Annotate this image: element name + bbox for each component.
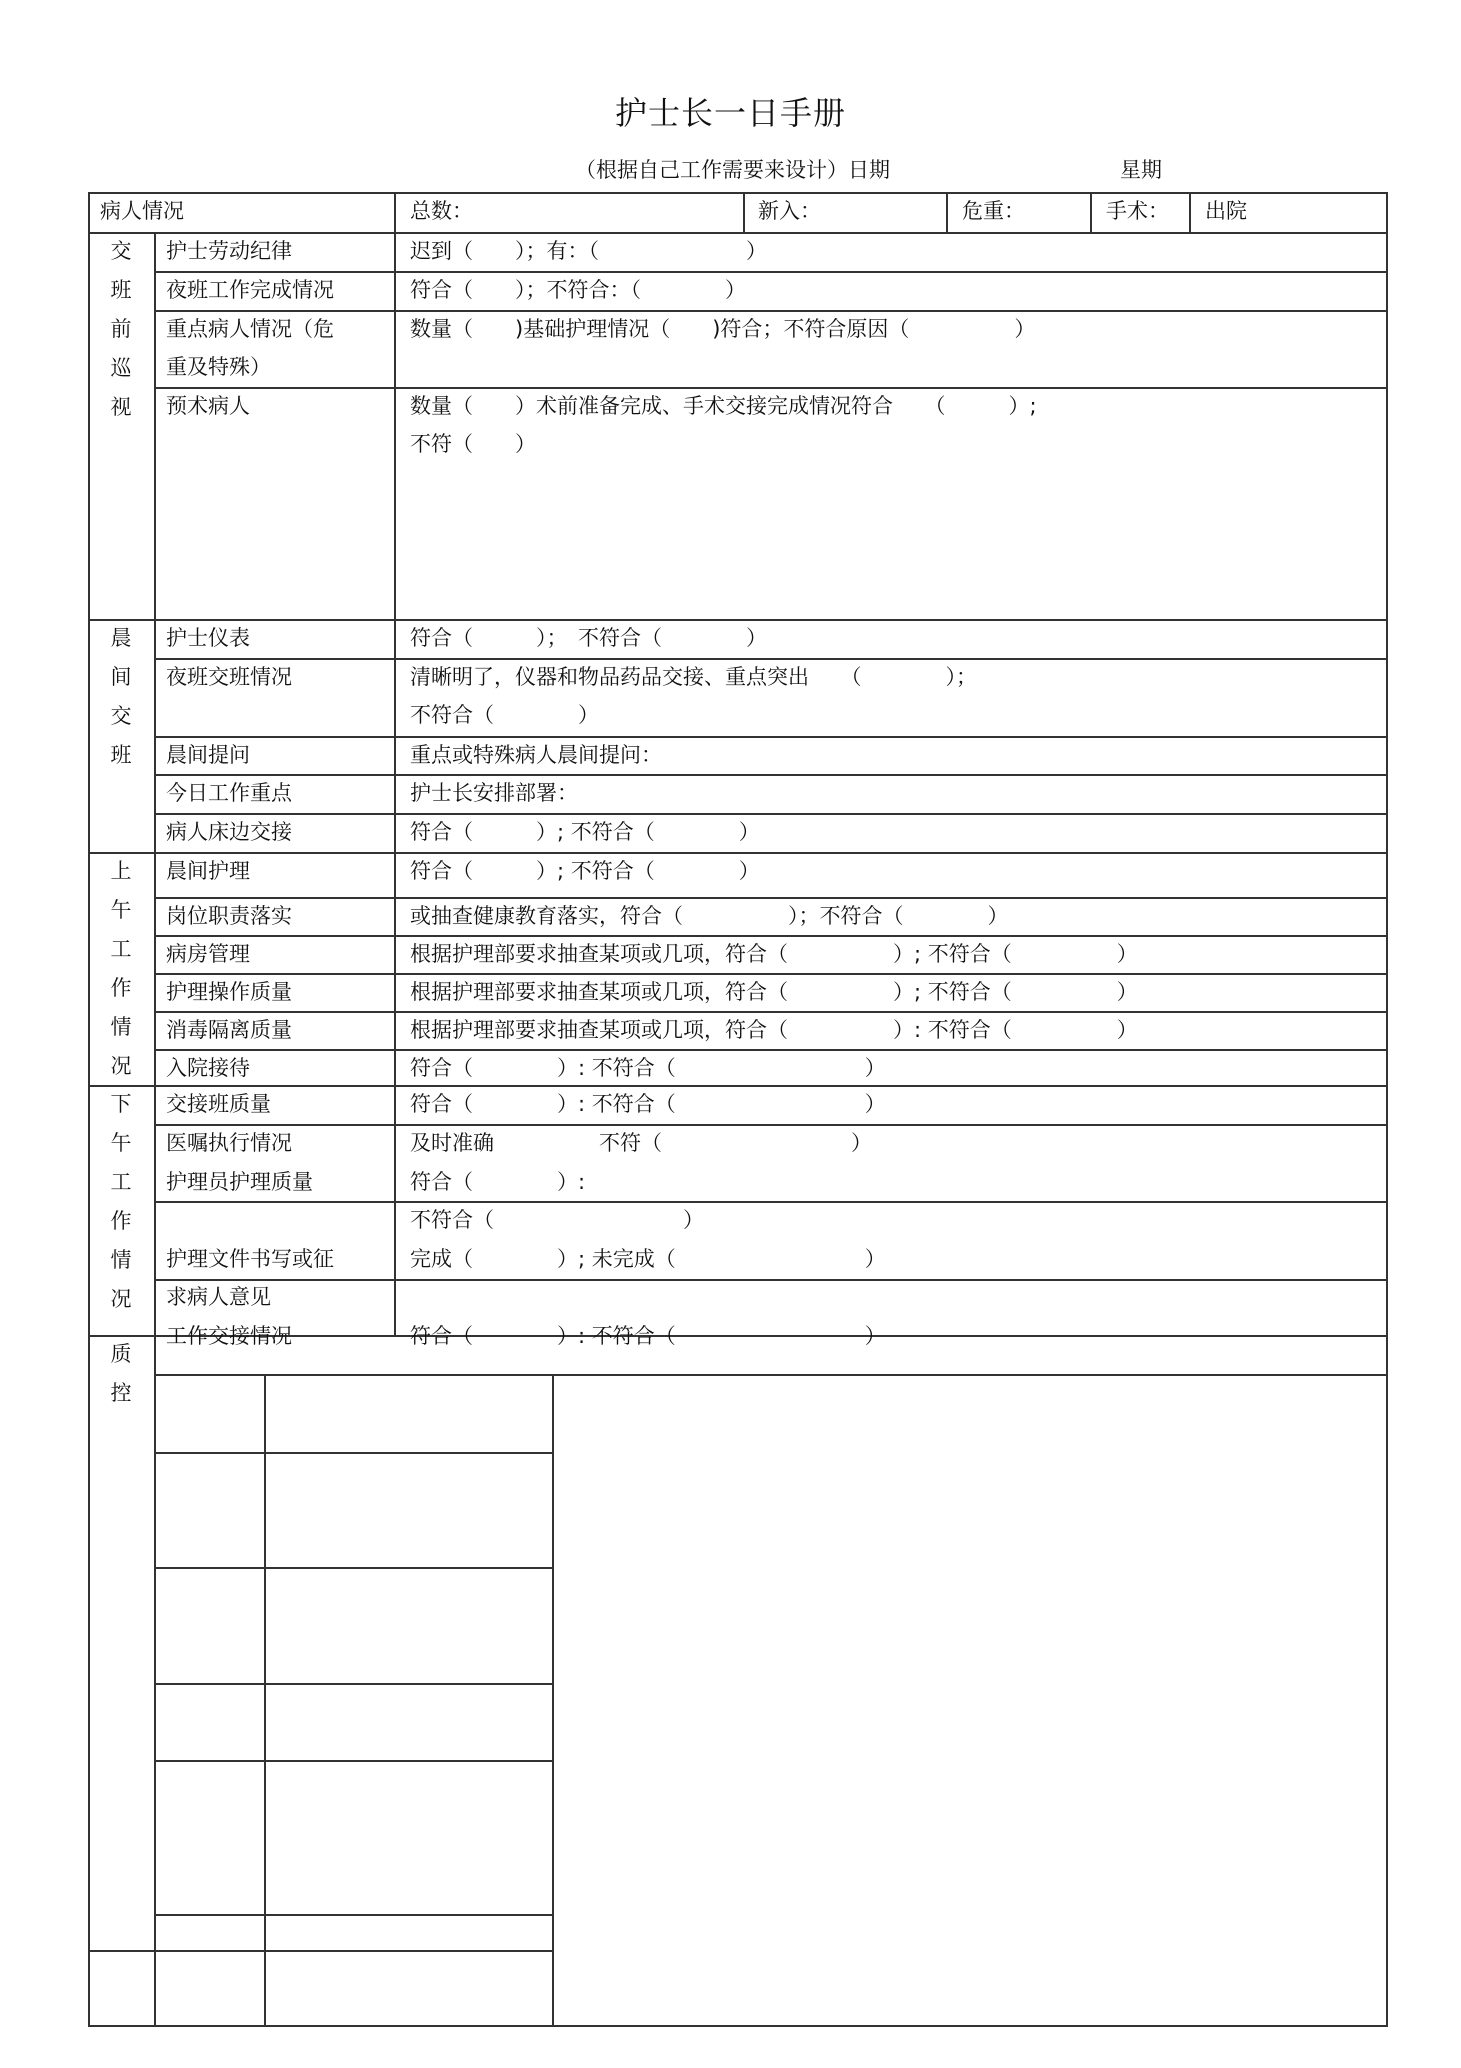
content-disinfection: 根据护理部要求抽查某项或几项，符合（ ）: 不符合（ ） — [410, 1018, 1138, 1042]
section-quality-control: 质 控 — [110, 1342, 132, 1405]
row-line — [88, 1950, 554, 1952]
item-today-focus: 今日工作重点 — [166, 781, 292, 805]
item-appearance: 护士仪表 — [166, 626, 250, 650]
item-morning-care: 晨间护理 — [166, 859, 250, 883]
row-line — [154, 736, 1388, 738]
item-admission: 入院接待 — [166, 1056, 250, 1080]
content-duties: 或抽查健康教育落实，符合（ ）；不符合（ ） — [410, 904, 1009, 928]
divider — [743, 192, 745, 232]
divider — [552, 1374, 554, 2027]
content-morning-question: 重点或特殊病人晨间提问： — [410, 743, 662, 767]
row-line — [154, 1201, 1388, 1203]
content-discipline: 迟到（ ）；有：（ ） — [410, 239, 767, 263]
patients-label: 病人情况 — [100, 199, 184, 223]
surgery-label: 手术： — [1106, 199, 1169, 223]
content-documents: 完成（ ）; 未完成（ ） — [410, 1247, 886, 1271]
content-key-patients: 数量（ )基础护理情况（ )符合；不符合原因（ ） — [410, 317, 1036, 341]
content-orders: 及时准确 不符（ ） — [410, 1131, 872, 1155]
content-night-shift: 符合（ ）；不符合：（ ） — [410, 278, 746, 302]
content-shift-quality: 符合（ ）: 不符合（ ） — [410, 1092, 886, 1116]
section-morning-handover: 晨 间 交 班 — [110, 626, 132, 767]
row-line — [154, 1683, 554, 1685]
content-ward-management: 根据护理部要求抽查某项或几项，符合（ ）; 不符合（ ） — [410, 942, 1138, 966]
item-ward-management: 病房管理 — [166, 942, 250, 966]
item-caregiver: 护理员护理质量 — [166, 1170, 313, 1194]
section-morning-work: 上 午 工 作 情 况 — [110, 859, 132, 1078]
row-line — [154, 813, 1388, 815]
border-bottom — [88, 2025, 1388, 2027]
item-documents: 护理文件书写或征 — [166, 1247, 334, 1271]
divider — [394, 192, 396, 232]
border-left — [88, 192, 90, 2027]
page-title: 护士长一日手册 — [614, 94, 846, 132]
content-operation-quality: 根据护理部要求抽查某项或几项，符合（ ）; 不符合（ ） — [410, 980, 1138, 1004]
total-label: 总数： — [410, 199, 473, 223]
item-shift-quality: 交接班质量 — [166, 1092, 271, 1116]
item-discipline: 护士劳动纪律 — [166, 239, 292, 263]
content-appearance: 符合（ ）； 不符合（ ） — [410, 626, 767, 650]
divider — [264, 1374, 266, 2027]
subtitle-date: （根据自己工作需要来设计）日期 — [575, 158, 890, 182]
item-duties: 岗位职责落实 — [166, 904, 292, 928]
content-today-focus: 护士长安排部署： — [410, 781, 578, 805]
content-pre-op-cont: 不符（ ） — [410, 432, 536, 456]
content-morning-care: 符合（ ）; 不符合（ ） — [410, 859, 760, 883]
weekday-label: 星期 — [1120, 158, 1162, 182]
item-key-patients-cont: 重及特殊） — [166, 355, 271, 379]
row-line — [154, 1279, 1388, 1281]
content-work-handover: 符合（ ）: 不符合（ ） — [410, 1324, 886, 1348]
border-top — [88, 192, 1388, 194]
section-handover-patrol: 交 班 前 巡 视 — [110, 239, 132, 419]
handbook-form — [88, 192, 1388, 2027]
content-bedside-handover: 符合（ ）; 不符合（ ） — [410, 820, 760, 844]
content-night-handover-cont: 不符合（ ） — [410, 703, 599, 727]
content-admission: 符合（ ）: 不符合（ ） — [410, 1056, 886, 1080]
row-line — [154, 1760, 554, 1762]
row-line — [154, 774, 1388, 776]
item-bedside-handover: 病人床边交接 — [166, 820, 292, 844]
row-line — [154, 1374, 1388, 1376]
section-afternoon-work: 下 午 工 作 情 况 — [110, 1092, 132, 1311]
item-night-handover: 夜班交班情况 — [166, 665, 292, 689]
discharge-label: 出院 — [1205, 199, 1247, 223]
item-operation-quality: 护理操作质量 — [166, 980, 292, 1004]
divider — [1189, 192, 1191, 232]
content-night-handover: 清晰明了，仪器和物品药品交接、重点突出 （ ）； — [410, 665, 977, 689]
divider — [946, 192, 948, 232]
divider — [1090, 192, 1092, 232]
divider — [154, 232, 156, 2027]
new-label: 新入： — [758, 199, 821, 223]
item-morning-question: 晨间提问 — [166, 743, 250, 767]
item-pre-op: 预术病人 — [166, 394, 250, 418]
content-caregiver: 符合（ ）: — [410, 1170, 586, 1194]
item-work-handover: 工作交接情况 — [166, 1324, 292, 1348]
item-night-shift: 夜班工作完成情况 — [166, 278, 334, 302]
item-documents-cont: 求病人意见 — [166, 1285, 271, 1309]
content-pre-op: 数量（ ）术前准备完成、手术交接完成情况符合 （ ）; — [410, 394, 1037, 418]
item-orders: 医嘱执行情况 — [166, 1131, 292, 1155]
row-line — [154, 271, 1388, 273]
row-line — [154, 1567, 554, 1569]
border-right — [1386, 192, 1388, 2027]
row-line — [154, 1452, 554, 1454]
divider — [394, 232, 396, 1335]
critical-label: 危重： — [962, 199, 1025, 223]
row-line — [154, 1914, 554, 1916]
item-disinfection: 消毒隔离质量 — [166, 1018, 292, 1042]
item-key-patients: 重点病人情况（危 — [166, 317, 334, 341]
content-caregiver-cont: 不符合（ ） — [410, 1208, 704, 1232]
